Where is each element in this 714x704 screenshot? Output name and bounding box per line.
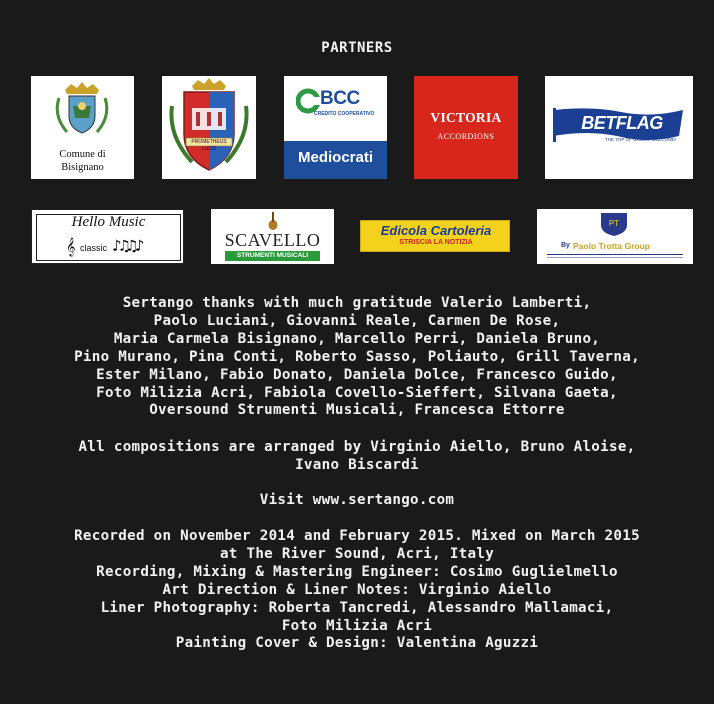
bcc-sub: CREDITO COOPERATIVO [314, 111, 375, 117]
svg-text:PT: PT [608, 219, 620, 228]
hello-music-logo [31, 209, 184, 264]
credits-line: Painting Cover & Design: Valentina Aguzzi [175, 635, 539, 652]
edicola-sub: STRISCIA LA NOTIZIA [399, 239, 473, 246]
credits-line: Liner Photography: Roberta Tancredi, Alessandro Mallamaci, [100, 599, 614, 616]
arranged-line: All compositions are arranged by Virginio Aiello, Bruno Aloise, [78, 439, 636, 455]
paolo-trotta-group-logo [537, 209, 693, 264]
thanks-block [0, 295, 714, 420]
victoria-accordions-logo [414, 76, 518, 179]
partners-heading: PARTNERS [321, 40, 393, 56]
victoria-sub: ACCORDIONS [437, 132, 495, 141]
credits-line: Recorded on November 2014 and February 2015. Mixed on March 2015 [74, 528, 640, 544]
bcc-mediocrati-logo [284, 76, 387, 179]
thanks-line: Foto Milizia Acri, Fabiola Covello-Sieffert, Silvana Gaeta, [96, 384, 618, 401]
paolo-trotta-name: Paolo Trotta Group [573, 241, 650, 251]
credits-line: Foto Milizia Acri [281, 617, 433, 634]
comune-line1: Comune di [59, 149, 106, 160]
betflag-tagline: THE TOP OF GAMES. WELCOME! [605, 137, 677, 142]
thanks-line: Sertango thanks with much gratitude Valerio Lamberti, [122, 295, 592, 311]
credits-block [0, 528, 714, 653]
thanks-line: Paolo Luciani, Giovanni Reale, Carmen De Rose, [153, 312, 561, 329]
scavello-sub: STRUMENTI MUSICALI [225, 251, 320, 261]
crest-icon [162, 76, 256, 179]
bcc-name: BCC [320, 88, 360, 109]
music-notes-icon: ♪♫♫♪ [112, 236, 143, 255]
crest-logo [162, 76, 256, 179]
edicola-name: Edicola Cartoleria [380, 223, 492, 238]
betflag-name: BETFLAG [581, 113, 663, 133]
thanks-line: Ester Milano, Fabio Donato, Daniela Dolce, Francesco Guido, [96, 366, 618, 383]
scavello-logo [211, 209, 334, 264]
comune-line2: Bisignano [61, 162, 104, 173]
thanks-line: Maria Carmela Bisignano, Marcello Perri, Daniela Bruno, [113, 330, 601, 347]
credits-line: at The River Sound, Acri, Italy [219, 545, 495, 562]
coat-of-arms-icon [31, 76, 134, 146]
violin-icon [267, 211, 279, 231]
victoria-name: VICTORIA [430, 110, 502, 125]
visit-line: Visit www.sertango.com [259, 492, 455, 508]
arranged-line: Ivano Biscardi [295, 456, 419, 473]
edicola-cartoleria-logo [360, 220, 510, 252]
hello-music-name: Hello Music [71, 214, 146, 230]
scavello-name: SCAVELLO [224, 230, 321, 250]
treble-clef-icon: 𝄞 [66, 237, 76, 256]
bcc-branch: Mediocrati [297, 149, 373, 166]
crest-banner: PROMETHEUS LUZIS [191, 139, 227, 152]
betflag-logo [545, 76, 693, 179]
hello-music-sub: classic [80, 243, 108, 253]
thanks-line: Pino Murano, Pina Conti, Roberto Sasso, Poliauto, Grill Taverna, [74, 348, 640, 365]
comune-bisignano-logo [31, 76, 134, 179]
thanks-line: Oversound Strumenti Musicali, Francesca Ettorre [149, 402, 565, 419]
shield-icon [599, 211, 629, 237]
paolo-trotta-by: By [561, 242, 570, 249]
credits-line: Recording, Mixing & Mastering Engineer: Cosimo Guglielmello [96, 563, 618, 580]
credits-line: Art Direction & Liner Notes: Virginio Aiello [162, 581, 552, 598]
arranged-block [0, 439, 714, 475]
